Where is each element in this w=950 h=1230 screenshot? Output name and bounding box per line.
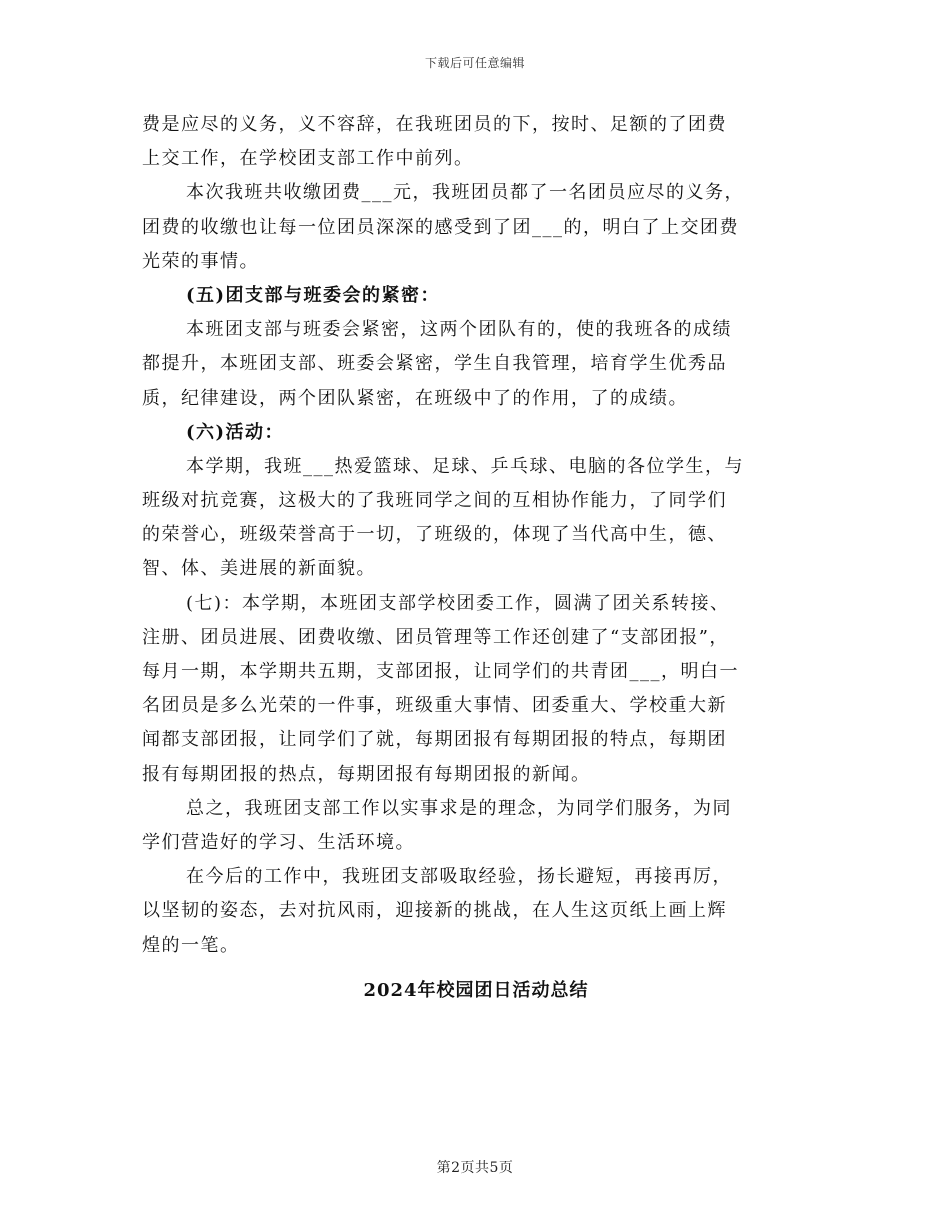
page-number: 第2页共5页	[436, 1160, 514, 1176]
document-title: 2024年校园团日活动总结	[363, 979, 589, 1001]
paragraph-start: (七)：本学期，本班团支部学校团委工作，圆满了团关系转接、	[186, 592, 730, 614]
paragraph-start: 在今后的工作中，我班团支部吸取经验，扬长避短，再接再厉，	[186, 866, 732, 888]
body-line: 学们营造好的学习、生活环境。	[142, 831, 415, 853]
body-line: 智、体、美进展的新面貌。	[142, 558, 376, 580]
paragraph-start: 本班团支部与班委会紧密，这两个团队有的，使的我班各的成绩	[186, 319, 732, 341]
body-line: 每月一期，本学期共五期，支部团报，让同学们的共青团___，明白一	[142, 661, 739, 682]
section-heading-6: (六)活动：	[186, 421, 285, 443]
body-line: 都提升，本班团支部、班委会紧密，学生自我管理，培育学生优秀品	[142, 353, 727, 375]
body-line: 以坚韧的姿态，去对抗风雨，迎接新的挑战，在人生这页纸上画上辉	[142, 900, 727, 922]
body-line: 注册、团员进展、团费收缴、团员管理等工作还创建了“支部团报”，	[142, 626, 729, 648]
body-line: 报有每期团报的热点，每期团报有每期团报的新闻。	[142, 763, 591, 785]
body-line: 光荣的事情。	[142, 250, 259, 272]
body-line: 上交工作，在学校团支部工作中前列。	[142, 148, 474, 170]
paragraph-start: 总之，我班团支部工作以实事求是的理念，为同学们服务，为同	[186, 797, 732, 819]
body-line: 团费的收缴也让每一位团员深深的感受到了团___的，明白了上交团费	[142, 216, 739, 238]
body-line: 闻都支部团报，让同学们了就，每期团报有每期团报的特点，每期团	[142, 729, 727, 751]
section-heading-5: (五)团支部与班委会的紧密：	[186, 284, 441, 306]
body-line: 煌的一笔。	[142, 934, 240, 956]
paragraph-start: 本学期，我班___热爱篮球、足球、乒乓球、电脑的各位学生，与	[186, 455, 744, 477]
body-line: 费是应尽的义务，义不容辞，在我班团员的下，按时、足额的了团费	[142, 114, 727, 135]
body-line: 的荣誉心，班级荣誉高于一切，了班级的，体现了当代高中生，德、	[142, 524, 727, 546]
document-body	[142, 108, 810, 1009]
body-line: 名团员是多么光荣的一件事，班级重大事情、团委重大、学校重大新	[142, 695, 727, 717]
paragraph-start: 本次我班共收缴团费___元，我班团员都了一名团员应尽的义务，	[186, 182, 744, 204]
body-line: 质，纪律建设，两个团队紧密，在班级中了的作用，了的成绩。	[142, 387, 688, 409]
page-header: 下载后可任意编辑	[424, 56, 525, 70]
body-line: 班级对抗竞赛，这极大的了我班同学之间的互相协作能力，了同学们	[142, 490, 727, 512]
